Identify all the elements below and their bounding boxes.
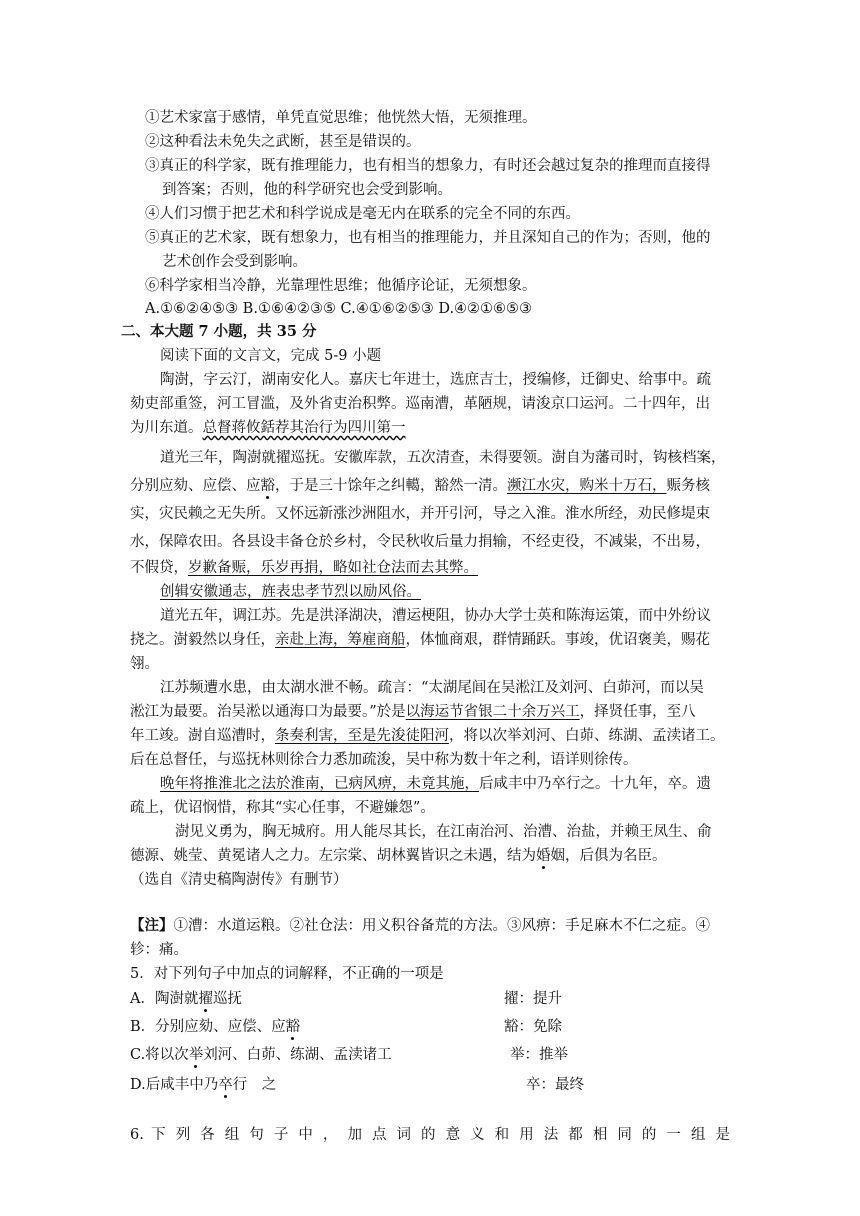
q5-option-b bbox=[130, 1017, 300, 1037]
dotted-character: 擢 bbox=[198, 991, 213, 1007]
passage-line bbox=[160, 774, 711, 794]
source-citation: （选自《清史稿陶澍传》有删节） bbox=[130, 872, 348, 888]
text-run: ，体恤商艰，群情踊跃。事竣，优诏褒美，赐花 bbox=[405, 632, 710, 648]
passage-line bbox=[130, 702, 696, 722]
q5-option-a bbox=[130, 989, 242, 1009]
notes-text: ①漕：水道运粮。②社仓法：用义积谷备荒的方法。③风痹：手足麻木不仁之症。④ bbox=[173, 918, 710, 934]
text-run: 行 之 bbox=[232, 1077, 277, 1093]
text-run: 刘河、白茆、练湖、孟渎诸工 bbox=[203, 1047, 392, 1063]
q5-option-c bbox=[130, 1045, 392, 1065]
text-run: 年工竣。澍自巡漕时， bbox=[130, 728, 275, 744]
question-5-stem: 5．对下列句子中加点的词解释，不正确的一项是 bbox=[130, 966, 444, 982]
passage-line: 劾吏部重签，河工冒滥，及外省吏治积弊。巡南漕，革陋规，请浚京口运河。二十四年，出 bbox=[130, 396, 710, 412]
passage-line: 水，保障农田。各县设丰备仓於乡村，令民秋收后量力捐输，不经吏役，不减粜，不出易， bbox=[130, 534, 710, 550]
notes-label: 【注】 bbox=[130, 917, 174, 934]
text-run: 分别应劾、应偿、应 bbox=[130, 478, 261, 494]
option-4: ④人们习惯于把艺术和科学说成是毫无内在联系的完全不同的东西。 bbox=[145, 206, 580, 222]
passage-line bbox=[130, 846, 667, 866]
passage-line bbox=[130, 476, 710, 496]
dotted-character: 豁 bbox=[285, 1019, 301, 1035]
option-2: ②这种看法未免失之武断，甚至是错误的。 bbox=[145, 134, 421, 150]
text-run: 为川东道。 bbox=[130, 420, 203, 436]
passage-line: 实，灾民赖之无失所。又怀远新涨沙洲阻水，并开引河，导之入淮。淮水所经，劝民修堤束 bbox=[130, 506, 710, 522]
text-run: ，于是三十馀年之纠轕，豁然一清。 bbox=[275, 478, 507, 494]
passage-line bbox=[130, 558, 478, 578]
question-6-stem: 6. 下 列 各 组 句 子 中 ， 加 点 词 的 意 义 和 用 法 都 相 同 的 一 组 是 bbox=[130, 1127, 730, 1143]
text-run: 德源、姚莹、黄冕诸人之力。左宗棠、胡林翼皆识之未遇，结为 bbox=[130, 848, 536, 864]
option-6: ⑥科学家相当冷静，光靠理性思维；他循序论证，无须想象。 bbox=[145, 278, 537, 294]
dotted-character: 豁 bbox=[260, 478, 275, 494]
underlined-sentence: 岁歉备赈，乐岁再捐，略如社仓法而去其弊。 bbox=[188, 560, 478, 576]
passage-line bbox=[130, 726, 725, 746]
passage-line bbox=[130, 630, 710, 650]
q5-option-d bbox=[130, 1075, 276, 1095]
q5-option-a-definition: 擢：提升 bbox=[504, 991, 562, 1007]
section-heading: 二、本大题 7 小题，共 35 分 bbox=[121, 323, 317, 340]
passage-line: 江苏频遭水患，由太湖水泄不畅。疏言：“太湖尾闾在吴淞江及刘河、白茆河，而以吴 bbox=[160, 680, 704, 696]
dotted-character: 卒 bbox=[218, 1077, 233, 1093]
option-5-cont: 艺术创作会受到影响。 bbox=[162, 254, 307, 270]
passage-line: 澍见义勇为，胸无城府。用人能尽其长，在江南治河、治漕、治盐，并赖王凤生、俞 bbox=[175, 824, 712, 840]
answer-choices: A.①⑥②④⑤③ B.①⑥④②③⑤ C.④①⑥②⑤③ D.④②①⑥⑤③ bbox=[145, 301, 533, 317]
text-run: B．分别应劾、应偿、应 bbox=[130, 1019, 286, 1035]
dotted-character: 举 bbox=[188, 1047, 204, 1063]
passage-line: 翎。 bbox=[130, 656, 159, 672]
text-run: C.将以次 bbox=[130, 1047, 189, 1063]
text-run: ，择贤任事，至八 bbox=[579, 704, 696, 720]
notes-cont: 轸：痛。 bbox=[130, 942, 188, 958]
text-run: 赈务核 bbox=[666, 478, 710, 494]
text-run: 不假贷， bbox=[130, 560, 188, 576]
passage-line: 道光五年，调江苏。先是洪泽湖决，漕运梗阻，协办大学士英和陈海运策，而中外纷议 bbox=[160, 608, 711, 624]
underlined-sentence: 晚年将推淮北之法於淮南，已病风痹，未竟其施， bbox=[160, 776, 479, 792]
text-run: 淞江为最要。治吴淞以通海口为最要。”於是 bbox=[130, 704, 406, 720]
underlined-phrase: 以海运节省银二十余万兴工 bbox=[405, 704, 580, 720]
option-1: ①艺术家富于感情，单凭直觉思维；他恍然大悟，无须推理。 bbox=[145, 110, 537, 126]
passage-line: 疏上，优诏悯惜，称其“实心任事，不避嫌怨”。 bbox=[130, 800, 435, 816]
text-run: ，将以次举刘河、白茆、练湖、孟渎诸工。 bbox=[449, 728, 725, 744]
q5-option-c-definition: 举：推举 bbox=[510, 1047, 568, 1063]
underlined-phrase: 濒江水灾，购米十万石， bbox=[507, 478, 667, 494]
underlined-sentence: 创辑安徽通志，旌表忠孝节烈以励风俗。 bbox=[160, 584, 421, 600]
notes bbox=[130, 916, 710, 936]
text-run: 挠之。澍毅然以身任， bbox=[130, 632, 275, 648]
text-run: 后咸丰中乃卒行之。十九年，卒。遗 bbox=[479, 776, 711, 792]
passage-line: 后在总督任，与巡抚林则徐合力悉加疏浚，吴中称为数十年之利，语详则徐传。 bbox=[130, 752, 638, 768]
underlined-phrase: 亲赴上海，筹雇商船 bbox=[275, 632, 406, 648]
text-run: 巡抚 bbox=[212, 991, 242, 1007]
dotted-character: 婚 bbox=[536, 848, 551, 864]
option-5: ⑤真正的艺术家，既有想象力，也有相当的推理能力，并且深知自己的作为；否则，他的 bbox=[145, 230, 711, 246]
text-run: D.后咸丰中乃 bbox=[130, 1077, 219, 1093]
option-3-cont: 到答案；否则，他的科学研究也会受到影响。 bbox=[162, 182, 452, 198]
q5-option-d-definition: 卒：最终 bbox=[526, 1077, 584, 1093]
text-run: 姻，后俱为名臣。 bbox=[550, 848, 667, 864]
wavy-underlined-sentence: 总督蒋攸銛荐其治行为四川第一 bbox=[202, 420, 406, 436]
instruction: 阅读下面的文言文，完成 5-9 小题 bbox=[160, 348, 382, 364]
option-3: ③真正的科学家，既有推理能力，也有相当的想象力，有时还会越过复杂的推理而直接得 bbox=[145, 158, 711, 174]
underlined-phrase: 条奏利害，至是先浚徒阳河 bbox=[275, 728, 449, 744]
passage-line bbox=[130, 418, 406, 438]
q5-option-b-definition: 豁：免除 bbox=[504, 1019, 562, 1035]
passage-line: 陶澍，字云汀，湖南安化人。嘉庆七年进士，选庶吉士，授编修，迁御史、给事中。疏 bbox=[160, 372, 711, 388]
text-run: A．陶澍就 bbox=[130, 991, 199, 1007]
passage-line: 道光三年，陶澍就擢巡抚。安徽库款，五次清查，未得要领。澍自为藩司时，钩核档案， bbox=[160, 450, 726, 466]
